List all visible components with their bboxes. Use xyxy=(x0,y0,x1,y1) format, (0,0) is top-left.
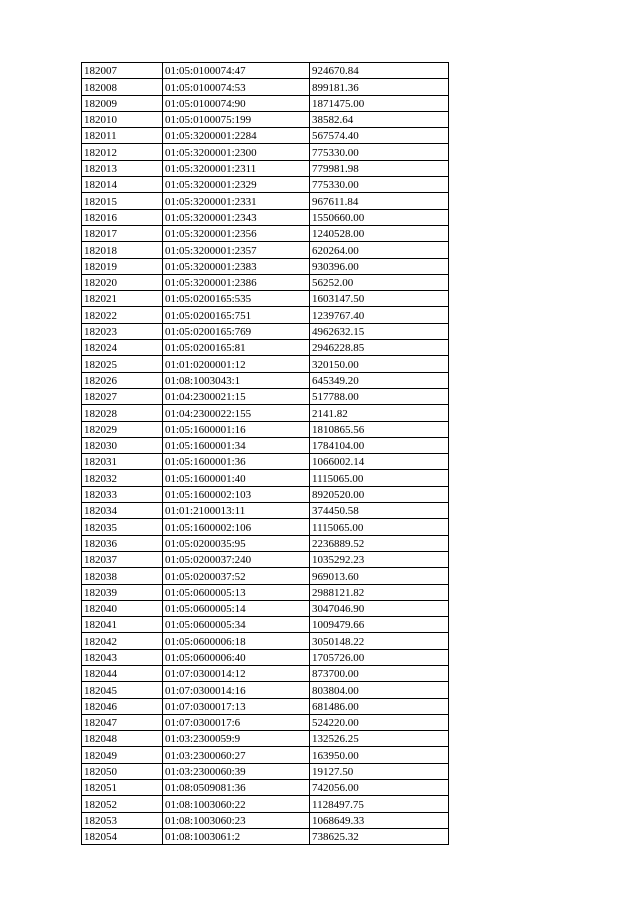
table-row xyxy=(82,307,449,323)
table-row xyxy=(82,242,449,258)
cadastral-number-cell: 01:08:1003060:22 xyxy=(163,796,310,812)
row-id-cell: 182019 xyxy=(82,258,163,274)
table-row xyxy=(82,568,449,584)
row-id-cell: 182037 xyxy=(82,551,163,567)
cadastral-number-cell: 01:05:1600001:16 xyxy=(163,421,310,437)
value-cell: 742056.00 xyxy=(310,780,449,796)
cadastral-number-cell: 01:03:2300060:39 xyxy=(163,763,310,779)
table-row xyxy=(82,503,449,519)
row-id-cell: 182031 xyxy=(82,454,163,470)
row-id-cell: 182009 xyxy=(82,95,163,111)
spreadsheet-page xyxy=(81,62,449,845)
row-id-cell: 182020 xyxy=(82,274,163,290)
table-row xyxy=(82,828,449,844)
cadastral-number-cell: 01:05:3200001:2329 xyxy=(163,177,310,193)
row-id-cell: 182042 xyxy=(82,633,163,649)
cadastral-number-cell: 01:05:3200001:2331 xyxy=(163,193,310,209)
value-cell: 19127.50 xyxy=(310,763,449,779)
cadastral-number-cell: 01:07:0300014:12 xyxy=(163,665,310,681)
cadastral-number-cell: 01:05:0600006:18 xyxy=(163,633,310,649)
cadastral-number-cell: 01:05:0600006:40 xyxy=(163,649,310,665)
value-cell: 1705726.00 xyxy=(310,649,449,665)
value-cell: 969013.60 xyxy=(310,568,449,584)
table-row xyxy=(82,225,449,241)
value-cell: 1871475.00 xyxy=(310,95,449,111)
row-id-cell: 182054 xyxy=(82,828,163,844)
cadastral-number-cell: 01:05:3200001:2383 xyxy=(163,258,310,274)
value-cell: 873700.00 xyxy=(310,665,449,681)
table-row xyxy=(82,747,449,763)
row-id-cell: 182046 xyxy=(82,698,163,714)
cadastral-number-cell: 01:05:0100075:199 xyxy=(163,111,310,127)
table-row xyxy=(82,812,449,828)
row-id-cell: 182027 xyxy=(82,388,163,404)
value-cell: 567574.40 xyxy=(310,128,449,144)
row-id-cell: 182051 xyxy=(82,780,163,796)
table-row xyxy=(82,128,449,144)
cadastral-number-cell: 01:04:2300021:15 xyxy=(163,388,310,404)
table-row xyxy=(82,79,449,95)
row-id-cell: 182035 xyxy=(82,519,163,535)
row-id-cell: 182007 xyxy=(82,63,163,79)
table-row xyxy=(82,617,449,633)
table-row xyxy=(82,714,449,730)
row-id-cell: 182011 xyxy=(82,128,163,144)
row-id-cell: 182026 xyxy=(82,372,163,388)
table-row xyxy=(82,454,449,470)
table-row xyxy=(82,144,449,160)
table-row xyxy=(82,519,449,535)
row-id-cell: 182038 xyxy=(82,568,163,584)
value-cell: 1115065.00 xyxy=(310,470,449,486)
row-id-cell: 182049 xyxy=(82,747,163,763)
table-row xyxy=(82,356,449,372)
row-id-cell: 182023 xyxy=(82,323,163,339)
cadastral-number-cell: 01:07:0300014:16 xyxy=(163,682,310,698)
cadastral-number-cell: 01:05:3200001:2300 xyxy=(163,144,310,160)
row-id-cell: 182048 xyxy=(82,731,163,747)
row-id-cell: 182016 xyxy=(82,209,163,225)
value-cell: 2946228.85 xyxy=(310,340,449,356)
value-cell: 517788.00 xyxy=(310,388,449,404)
value-cell: 967611.84 xyxy=(310,193,449,209)
table-row xyxy=(82,698,449,714)
cadastral-number-cell: 01:05:3200001:2386 xyxy=(163,274,310,290)
table-row xyxy=(82,600,449,616)
value-cell: 1240528.00 xyxy=(310,225,449,241)
cadastral-number-cell: 01:05:0600005:14 xyxy=(163,600,310,616)
value-cell: 803804.00 xyxy=(310,682,449,698)
value-cell: 3047046.90 xyxy=(310,600,449,616)
cadastral-number-cell: 01:08:1003043:1 xyxy=(163,372,310,388)
value-cell: 374450.58 xyxy=(310,503,449,519)
value-cell: 1784104.00 xyxy=(310,437,449,453)
row-id-cell: 182039 xyxy=(82,584,163,600)
table-row xyxy=(82,111,449,127)
value-cell: 738625.32 xyxy=(310,828,449,844)
table-row xyxy=(82,682,449,698)
value-cell: 681486.00 xyxy=(310,698,449,714)
row-id-cell: 182018 xyxy=(82,242,163,258)
cadastral-number-cell: 01:05:1600001:36 xyxy=(163,454,310,470)
cadastral-number-cell: 01:03:2300059:9 xyxy=(163,731,310,747)
value-cell: 320150.00 xyxy=(310,356,449,372)
row-id-cell: 182015 xyxy=(82,193,163,209)
row-id-cell: 182052 xyxy=(82,796,163,812)
cadastral-number-cell: 01:05:1600002:103 xyxy=(163,486,310,502)
cadastral-number-cell: 01:08:1003061:2 xyxy=(163,828,310,844)
table-row xyxy=(82,291,449,307)
value-cell: 775330.00 xyxy=(310,177,449,193)
cadastral-number-cell: 01:01:0200001:12 xyxy=(163,356,310,372)
table-row xyxy=(82,63,449,79)
value-cell: 38582.64 xyxy=(310,111,449,127)
cadastral-number-cell: 01:05:0100074:53 xyxy=(163,79,310,95)
cadastral-number-cell: 01:05:0200165:81 xyxy=(163,340,310,356)
value-cell: 1066002.14 xyxy=(310,454,449,470)
table-row xyxy=(82,258,449,274)
row-id-cell: 182021 xyxy=(82,291,163,307)
value-cell: 8920520.00 xyxy=(310,486,449,502)
table-row xyxy=(82,340,449,356)
table-row xyxy=(82,388,449,404)
value-cell: 620264.00 xyxy=(310,242,449,258)
row-id-cell: 182008 xyxy=(82,79,163,95)
table-row xyxy=(82,796,449,812)
value-cell: 779981.98 xyxy=(310,160,449,176)
table-body xyxy=(82,63,449,845)
table-row xyxy=(82,421,449,437)
value-cell: 1035292.23 xyxy=(310,551,449,567)
value-cell: 645349.20 xyxy=(310,372,449,388)
value-cell: 1115065.00 xyxy=(310,519,449,535)
value-cell: 163950.00 xyxy=(310,747,449,763)
table-row xyxy=(82,780,449,796)
cadastral-number-cell: 01:05:0200037:52 xyxy=(163,568,310,584)
cadastral-number-cell: 01:03:2300060:27 xyxy=(163,747,310,763)
value-cell: 930396.00 xyxy=(310,258,449,274)
row-id-cell: 182040 xyxy=(82,600,163,616)
table-row xyxy=(82,763,449,779)
value-cell: 1128497.75 xyxy=(310,796,449,812)
row-id-cell: 182041 xyxy=(82,617,163,633)
cadastral-number-cell: 01:08:0509081:36 xyxy=(163,780,310,796)
table-row xyxy=(82,274,449,290)
value-cell: 1810865.56 xyxy=(310,421,449,437)
row-id-cell: 182044 xyxy=(82,665,163,681)
table-row xyxy=(82,731,449,747)
cadastral-number-cell: 01:05:3200001:2311 xyxy=(163,160,310,176)
table-row xyxy=(82,649,449,665)
cadastral-number-cell: 01:05:3200001:2356 xyxy=(163,225,310,241)
value-cell: 524220.00 xyxy=(310,714,449,730)
row-id-cell: 182032 xyxy=(82,470,163,486)
row-id-cell: 182036 xyxy=(82,535,163,551)
cadastral-number-cell: 01:05:0200165:769 xyxy=(163,323,310,339)
table-row xyxy=(82,177,449,193)
row-id-cell: 182034 xyxy=(82,503,163,519)
table-row xyxy=(82,551,449,567)
value-cell: 4962632.15 xyxy=(310,323,449,339)
cadastral-number-cell: 01:05:1600001:40 xyxy=(163,470,310,486)
value-cell: 2236889.52 xyxy=(310,535,449,551)
cadastral-number-cell: 01:05:0200035:95 xyxy=(163,535,310,551)
cadastral-number-cell: 01:07:0300017:6 xyxy=(163,714,310,730)
cadastral-number-cell: 01:05:0200165:535 xyxy=(163,291,310,307)
value-cell: 132526.25 xyxy=(310,731,449,747)
row-id-cell: 182012 xyxy=(82,144,163,160)
value-cell: 899181.36 xyxy=(310,79,449,95)
value-cell: 56252.00 xyxy=(310,274,449,290)
row-id-cell: 182013 xyxy=(82,160,163,176)
row-id-cell: 182028 xyxy=(82,405,163,421)
cadastral-number-cell: 01:08:1003060:23 xyxy=(163,812,310,828)
cadastral-number-cell: 01:05:0600005:34 xyxy=(163,617,310,633)
row-id-cell: 182050 xyxy=(82,763,163,779)
row-id-cell: 182030 xyxy=(82,437,163,453)
table-row xyxy=(82,470,449,486)
value-cell: 1603147.50 xyxy=(310,291,449,307)
row-id-cell: 182029 xyxy=(82,421,163,437)
value-cell: 1009479.66 xyxy=(310,617,449,633)
cadastral-number-cell: 01:05:0200037:240 xyxy=(163,551,310,567)
row-id-cell: 182017 xyxy=(82,225,163,241)
table-row xyxy=(82,535,449,551)
cadastral-number-cell: 01:04:2300022:155 xyxy=(163,405,310,421)
table-row xyxy=(82,584,449,600)
cadastral-number-cell: 01:05:0200165:751 xyxy=(163,307,310,323)
cadastral-number-cell: 01:07:0300017:13 xyxy=(163,698,310,714)
value-cell: 775330.00 xyxy=(310,144,449,160)
value-cell: 924670.84 xyxy=(310,63,449,79)
cadastral-number-cell: 01:05:0100074:90 xyxy=(163,95,310,111)
cadastral-number-cell: 01:05:3200001:2343 xyxy=(163,209,310,225)
cadastral-number-cell: 01:05:0100074:47 xyxy=(163,63,310,79)
value-cell: 1550660.00 xyxy=(310,209,449,225)
row-id-cell: 182024 xyxy=(82,340,163,356)
table-row xyxy=(82,323,449,339)
cadastral-number-cell: 01:05:1600001:34 xyxy=(163,437,310,453)
row-id-cell: 182010 xyxy=(82,111,163,127)
table-row xyxy=(82,95,449,111)
table-row xyxy=(82,486,449,502)
row-id-cell: 182043 xyxy=(82,649,163,665)
table-row xyxy=(82,160,449,176)
cadastral-number-cell: 01:01:2100013:11 xyxy=(163,503,310,519)
cadastral-number-cell: 01:05:0600005:13 xyxy=(163,584,310,600)
table-row xyxy=(82,193,449,209)
row-id-cell: 182022 xyxy=(82,307,163,323)
value-cell: 3050148.22 xyxy=(310,633,449,649)
row-id-cell: 182047 xyxy=(82,714,163,730)
row-id-cell: 182033 xyxy=(82,486,163,502)
data-table xyxy=(81,62,449,845)
value-cell: 1239767.40 xyxy=(310,307,449,323)
table-row xyxy=(82,633,449,649)
table-row xyxy=(82,209,449,225)
table-row xyxy=(82,405,449,421)
row-id-cell: 182045 xyxy=(82,682,163,698)
table-row xyxy=(82,437,449,453)
cadastral-number-cell: 01:05:3200001:2284 xyxy=(163,128,310,144)
cadastral-number-cell: 01:05:3200001:2357 xyxy=(163,242,310,258)
table-row xyxy=(82,665,449,681)
row-id-cell: 182025 xyxy=(82,356,163,372)
cadastral-number-cell: 01:05:1600002:106 xyxy=(163,519,310,535)
value-cell: 2988121.82 xyxy=(310,584,449,600)
row-id-cell: 182053 xyxy=(82,812,163,828)
value-cell: 1068649.33 xyxy=(310,812,449,828)
row-id-cell: 182014 xyxy=(82,177,163,193)
value-cell: 2141.82 xyxy=(310,405,449,421)
table-row xyxy=(82,372,449,388)
